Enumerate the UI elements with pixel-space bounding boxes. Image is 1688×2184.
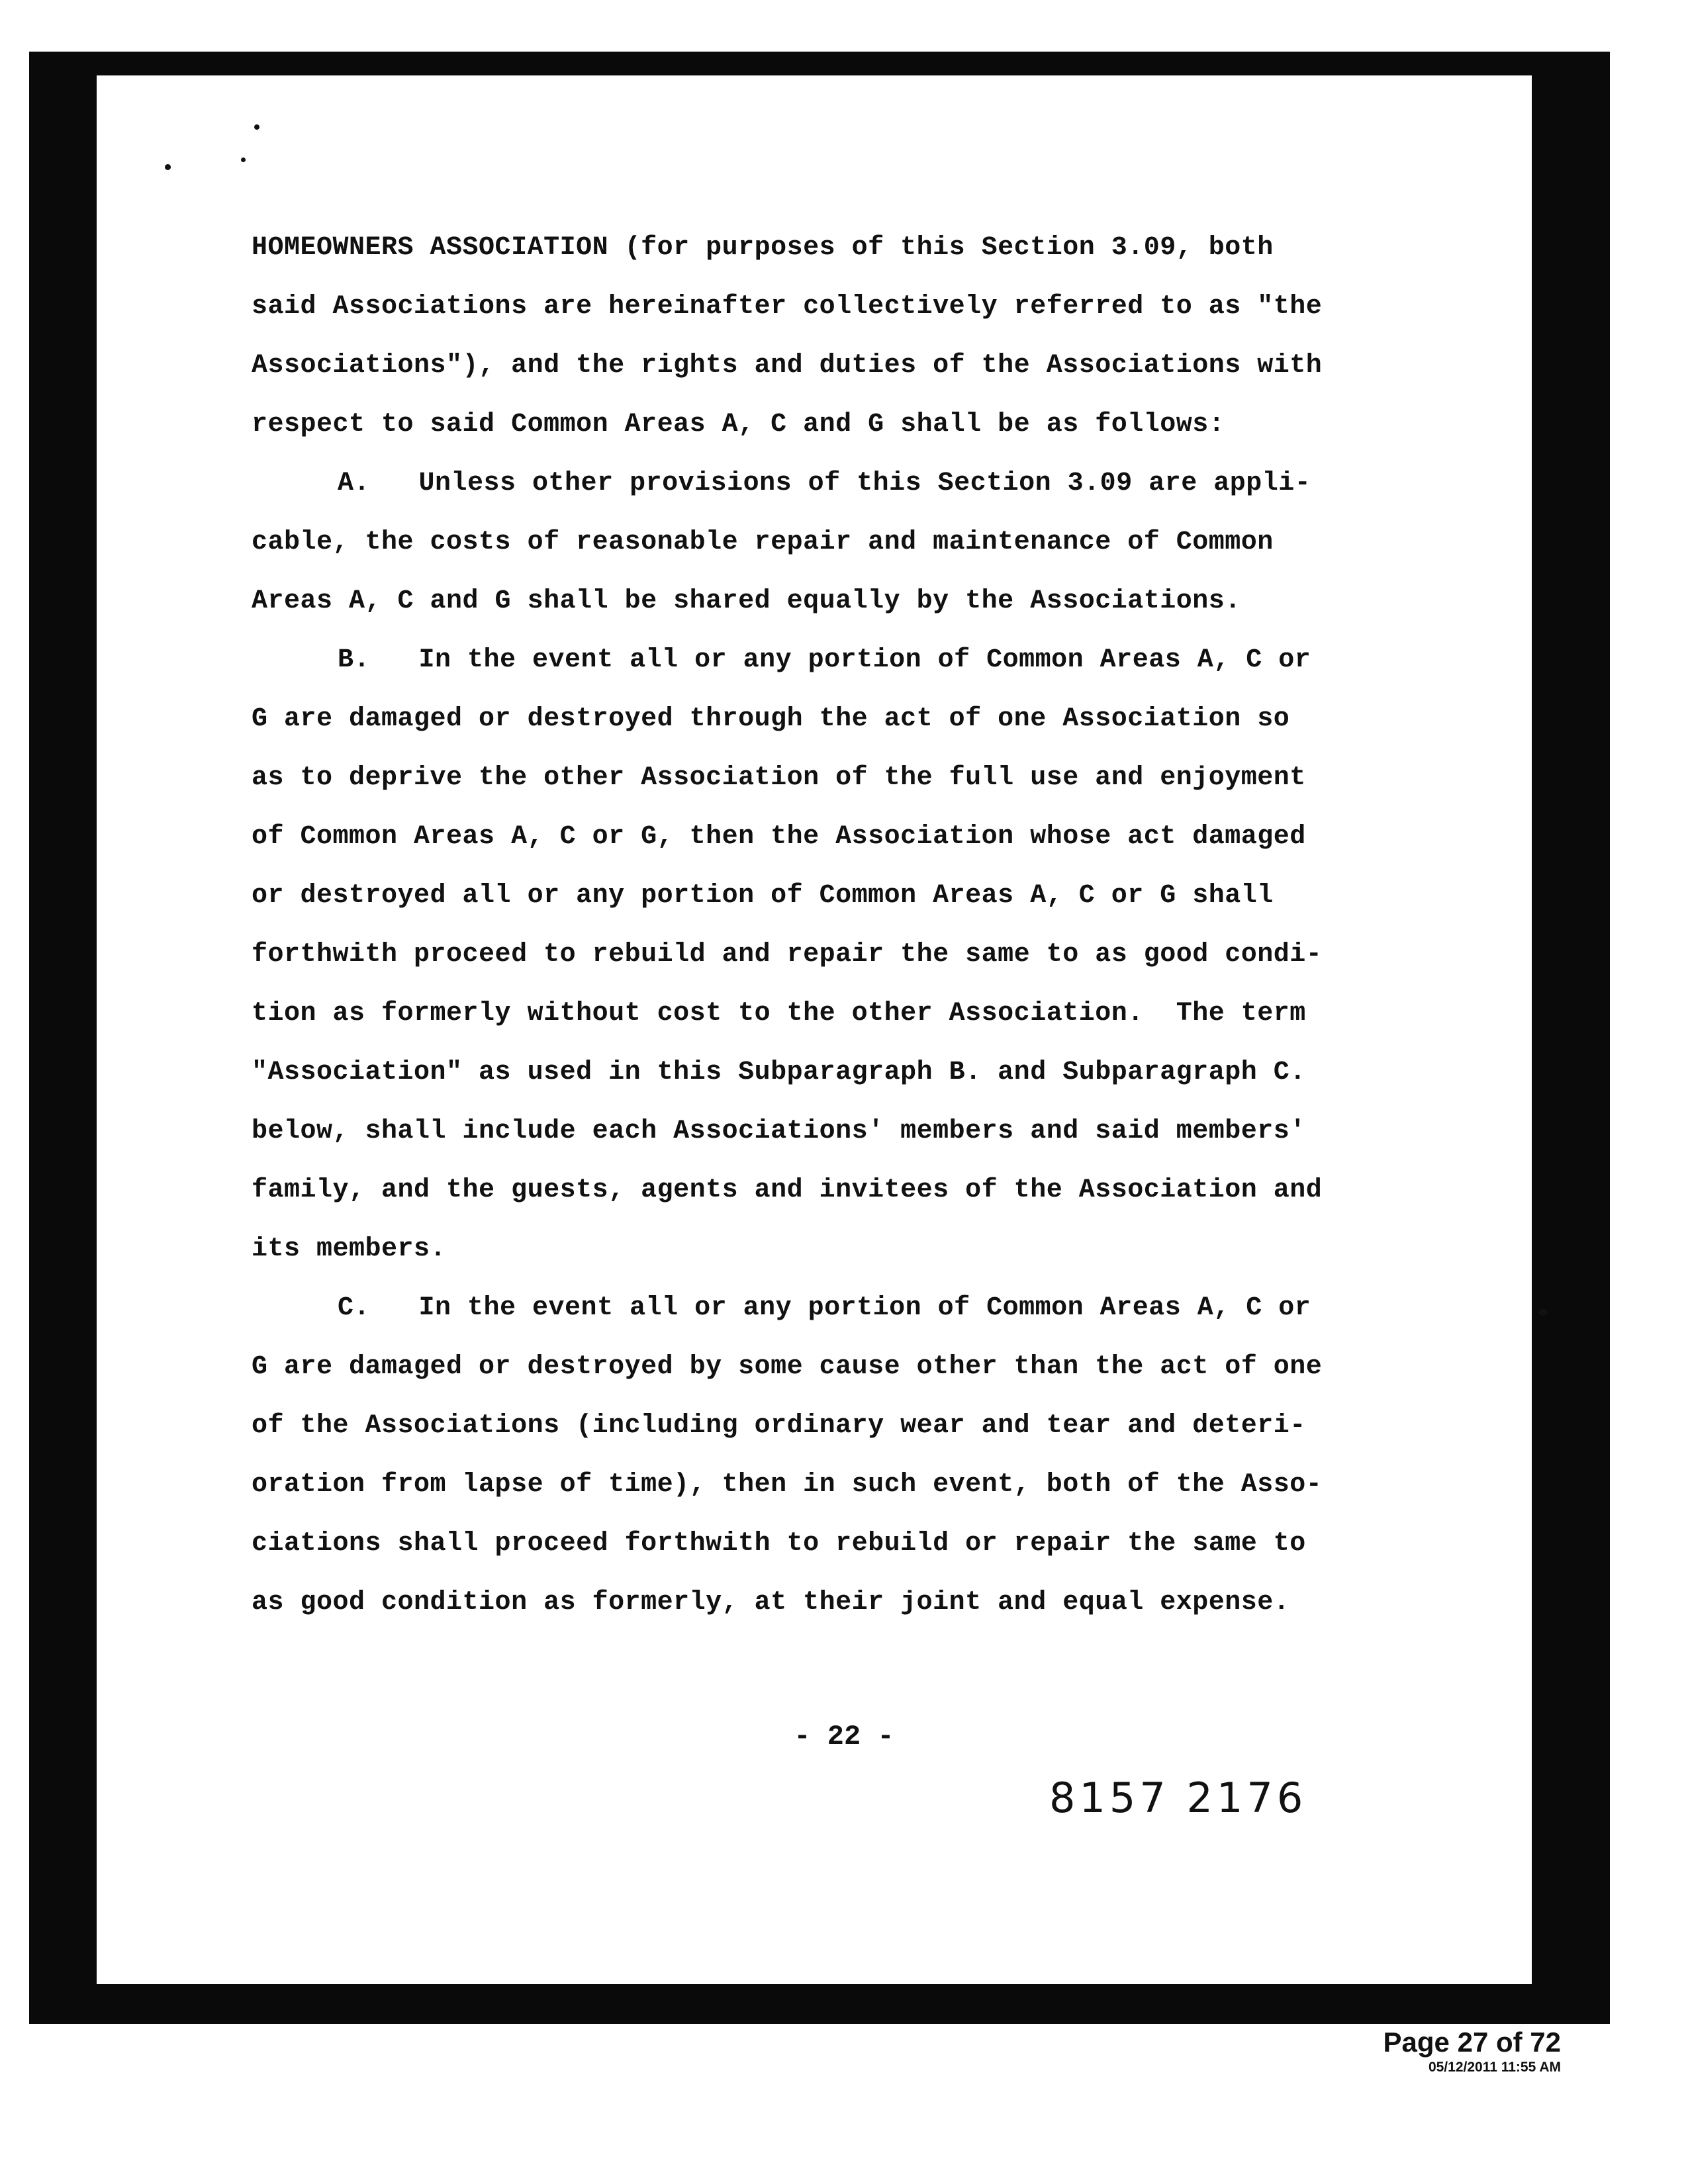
text-line: or destroyed all or any portion of Common Areas A, C or G shall	[252, 881, 1274, 911]
paragraph	[252, 631, 1483, 1279]
text-line: below, shall include each Associations' members and said members'	[252, 1116, 1306, 1146]
text-line: HOMEOWNERS ASSOCIATION (for purposes of this Section 3.09, both	[252, 233, 1274, 263]
text-line: respect to said Common Areas A, C and G shall be as follows:	[252, 410, 1225, 439]
footer-timestamp: 05/12/2011 11:55 AM	[1428, 2060, 1561, 2075]
scan-speck	[241, 158, 246, 162]
document-body	[252, 218, 1483, 1632]
scan-speck	[254, 124, 259, 130]
paragraph	[252, 1279, 1483, 1632]
text-line: family, and the guests, agents and invitees of the Association and	[252, 1175, 1323, 1205]
text-line: B. In the event all or any portion of Common Areas A, C or	[338, 645, 1311, 675]
text-line: cable, the costs of reasonable repair and maintenance of Common	[252, 527, 1274, 557]
text-line: of Common Areas A, C or G, then the Association whose act damaged	[252, 822, 1306, 852]
text-line: oration from lapse of time), then in such event, both of the Asso-	[252, 1470, 1323, 1500]
text-line: of the Associations (including ordinary wear and tear and deteri-	[252, 1411, 1306, 1441]
text-line: G are damaged or destroyed by some cause other than the act of one	[252, 1352, 1323, 1382]
text-line: said Associations are hereinafter collectively referred to as "the	[252, 292, 1323, 322]
text-line: Associations"), and the rights and duties of the Associations with	[252, 351, 1323, 381]
text-line: forthwith proceed to rebuild and repair the same to as good condi-	[252, 940, 1323, 970]
scan-speck	[165, 164, 171, 170]
text-line: ciations shall proceed forthwith to rebuild or repair the same to	[252, 1529, 1306, 1559]
scan-speck	[1538, 1309, 1548, 1316]
text-line: "Association" as used in this Subparagraph B. and Subparagraph C.	[252, 1058, 1306, 1087]
paragraph	[252, 454, 1483, 631]
text-line: as to deprive the other Association of the full use and enjoyment	[252, 763, 1306, 793]
text-line: tion as formerly without cost to the other Association. The term	[252, 999, 1306, 1028]
text-line: as good condition as formerly, at their joint and equal expense.	[252, 1588, 1290, 1617]
recording-stamp-number: 8157 2176	[1049, 1774, 1307, 1822]
text-line: C. In the event all or any portion of Common Areas A, C or	[338, 1293, 1311, 1323]
text-line: its members.	[252, 1234, 447, 1264]
text-line: A. Unless other provisions of this Section 3.09 are appli-	[338, 469, 1311, 498]
page-number: - 22 -	[794, 1721, 894, 1752]
paragraph	[252, 218, 1483, 454]
footer-page-label: Page 27 of 72	[1383, 2026, 1561, 2058]
text-line: G are damaged or destroyed through the act of one Association so	[252, 704, 1290, 734]
text-line: Areas A, C and G shall be shared equally by the Associations.	[252, 586, 1241, 616]
